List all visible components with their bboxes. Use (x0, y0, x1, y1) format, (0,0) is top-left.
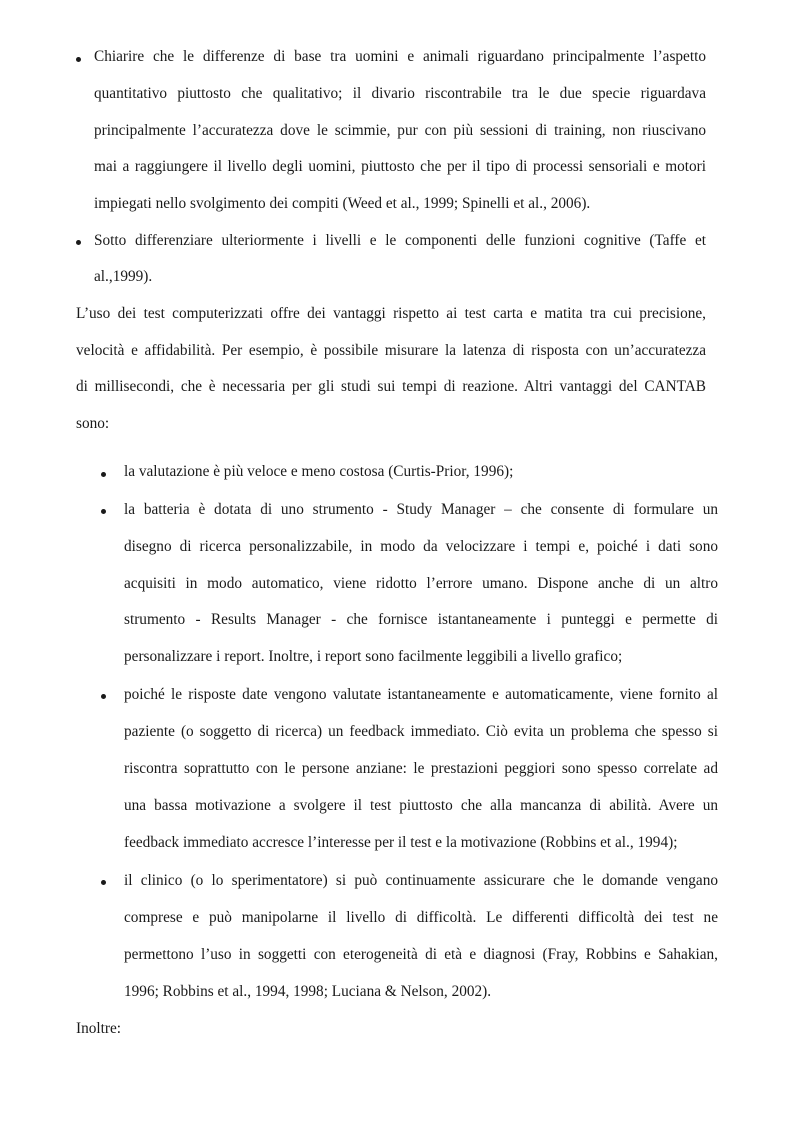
list1-item1-line4: mai a raggiungere il livello degli uomini, piuttosto che per il tipo di processi sensoriali e motori (94, 158, 706, 175)
list2-item3-line1: poiché le risposte date vengono valutate istantaneamente e automaticamente, viene fornito al (124, 686, 718, 703)
list2-item3-line5: feedback immediato accresce l’interesse per il test e la motivazione (Robbins et al., 1994); (124, 834, 678, 851)
closing-text: Inoltre: (76, 1020, 122, 1037)
list2-item3-line2: paziente (o soggetto di ricerca) un feedback immediato. Ciò evita un problema che spesso si (124, 723, 718, 740)
list1-item1-line2: quantitativo piuttosto che qualitativo; il divario riscontrabile tra le due specie riguardava (94, 85, 706, 102)
paragraph-line1: L’uso dei test computerizzati offre dei vantaggi rispetto ai test carta e matita tra cui precisione, (76, 305, 706, 322)
paragraph-line4: sono: (76, 415, 110, 432)
list2-item2-line2: disegno di ricerca personalizzabile, in modo da velocizzare i tempi e, poiché i dati sono (124, 538, 718, 555)
bullet-icon (76, 57, 81, 62)
bullet-icon (101, 694, 106, 699)
bullet-icon (76, 240, 81, 245)
bullet-icon (101, 472, 106, 477)
list2-item4-line2: comprese e può manipolarne il livello di difficoltà. Le differenti difficoltà dei test ne (124, 909, 718, 926)
list2-item2-line5: personalizzare i report. Inoltre, i report sono facilmente leggibili a livello grafico; (124, 648, 623, 665)
list2-item1-line1: la valutazione è più veloce e meno costosa (Curtis-Prior, 1996); (124, 463, 514, 480)
list2-item4-line4: 1996; Robbins et al., 1994, 1998; Luciana & Nelson, 2002). (124, 983, 492, 1000)
list2-item2-line4: strumento - Results Manager - che fornisce istantaneamente i punteggi e permette di (124, 611, 718, 628)
list2-item2-line1: la batteria è dotata di uno strumento - Study Manager – che consente di formulare un (124, 501, 718, 518)
bullet-icon (101, 880, 106, 885)
paragraph-line2: velocità e affidabilità. Per esempio, è possibile misurare la latenza di risposta con un’accuratezza (76, 342, 706, 359)
list1-item1-line3: principalmente l’accuratezza dove le scimmie, pur con più sessioni di training, non riuscivano (94, 122, 706, 139)
list1-item1-line1: Chiarire che le differenze di base tra uomini e animali riguardano principalmente l’aspetto (94, 48, 706, 65)
bullet-icon (101, 509, 106, 514)
list2-item4-line1: il clinico (o lo sperimentatore) si può continuamente assicurare che le domande vengano (124, 872, 718, 889)
list2-item3-line4: una bassa motivazione a svolgere il test piuttosto che alla mancanza di abilità. Avere un (124, 797, 718, 814)
list2-item4-line3: permettono l’uso in soggetti con eterogeneità di età e diagnosi (Fray, Robbins e Sahakian, (124, 946, 718, 963)
paragraph-line3: di millisecondi, che è necessaria per gli studi sui tempi di reazione. Altri vantaggi del CANTAB (76, 378, 706, 395)
list1-item1-line5: impiegati nello svolgimento dei compiti (Weed et al., 1999; Spinelli et al., 2006). (94, 195, 591, 212)
list2-item2-line3: acquisiti in modo automatico, viene ridotto l’errore umano. Dispone anche di un altro (124, 575, 718, 592)
list2-item3-line3: riscontra soprattutto con le persone anziane: le prestazioni peggiori sono spesso correlate ad (124, 760, 718, 777)
list1-item2-line2: al.,1999). (94, 268, 153, 285)
list1-item2-line1: Sotto differenziare ulteriormente i livelli e le componenti delle funzioni cognitive (Taffe et (94, 232, 706, 249)
